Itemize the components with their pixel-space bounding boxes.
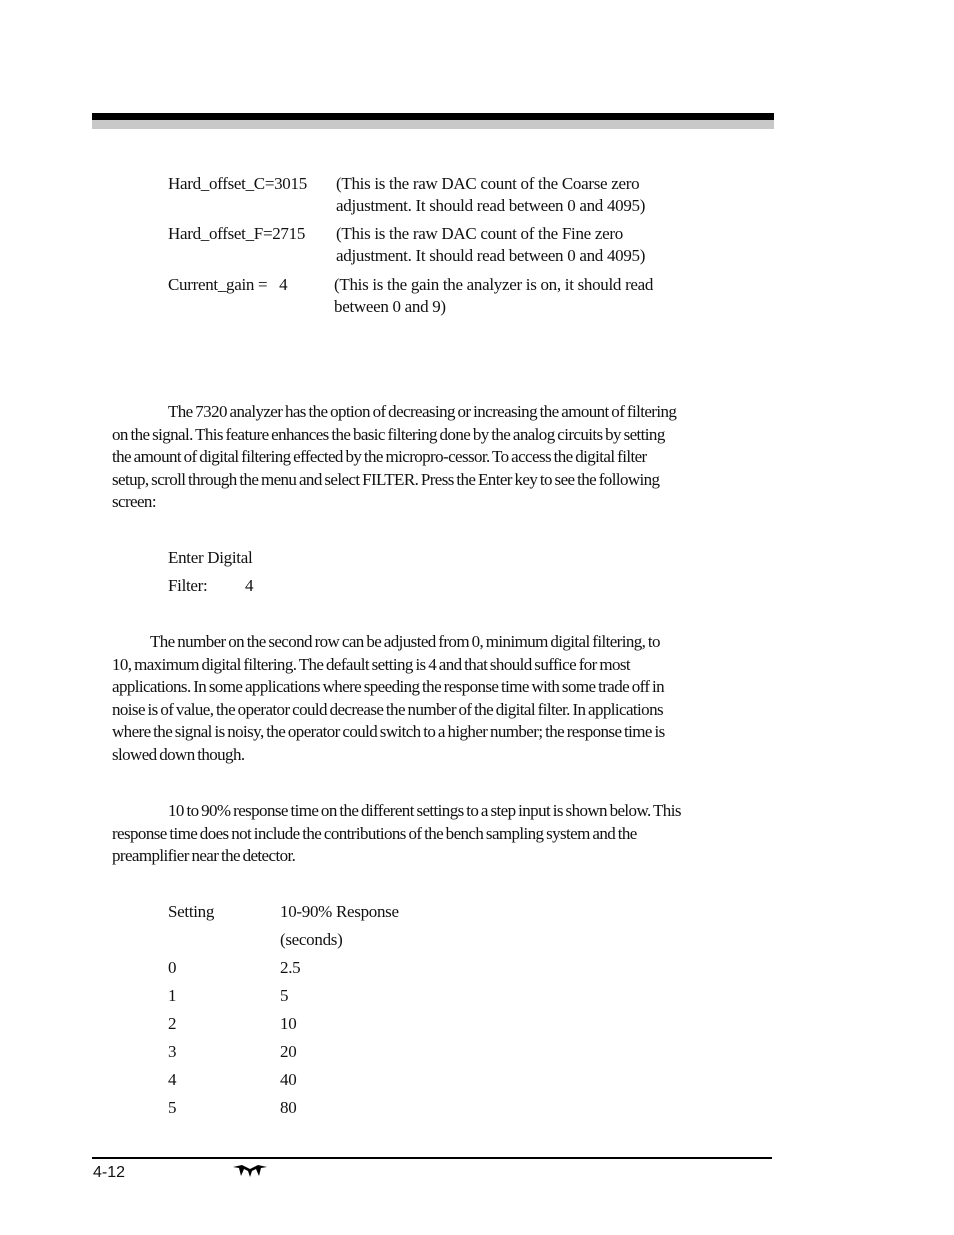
table-response-cell: 80 <box>280 1098 297 1117</box>
screen-line-2 <box>168 575 254 597</box>
table-header-response: 10-90% Response <box>280 902 399 921</box>
header-rule-shadow <box>92 120 774 129</box>
table-setting-cell: 2 <box>168 1014 177 1033</box>
gain-description: (This is the gain the analyzer is on, it should read between 0 and 9) <box>334 275 654 316</box>
footer-rule <box>92 1157 772 1159</box>
filter-label: Filter: <box>168 576 208 595</box>
table-response-cell: 20 <box>280 1042 297 1061</box>
teledyne-logo-icon <box>232 1164 268 1178</box>
filter-range-paragraph: The number on the second row can be adjusted from 0, minimum digital filtering, to 10, maximum digital filtering. The default setting is 4 and that should suffice for most applications. In some applications where speeding the response time with some trade off in noise is of value, the operator could decrease the number of the digital filter. In applications where the signal is noisy, the operator could switch to a higher number; the response time is slowed down though. <box>112 632 665 764</box>
page-number: 4-12 <box>93 1164 126 1181</box>
header-rule <box>92 113 774 120</box>
table-setting-cell: 0 <box>168 958 177 977</box>
offset-key: Hard_offset_F=2715 <box>168 224 306 243</box>
table-setting-cell: 5 <box>168 1098 177 1117</box>
table-header-setting: Setting <box>168 902 215 921</box>
table-response-cell: 10 <box>280 1014 297 1033</box>
filter-intro-paragraph: The 7320 analyzer has the option of decreasing or increasing the amount of filtering on the signal. This feature enhances the basic filtering done by the analog circuits by setting the amount of digital filtering effected by the micropro-cessor. To access the digital filter setup, scroll through the menu and select FILTER. Press the Enter key to see the following screen: <box>112 402 677 511</box>
gain-key: Current_gain = 4 <box>168 275 288 294</box>
table-setting-cell: 3 <box>168 1042 177 1061</box>
filter-value: 4 <box>245 576 254 595</box>
offset-key: Hard_offset_C=3015 <box>168 174 307 193</box>
screen-line-1: Enter Digital <box>168 548 253 567</box>
offset-description: (This is the raw DAC count of the Fine zero adjustment. It should read between 0 and 4095) <box>336 224 646 265</box>
table-header-units: (seconds) <box>280 930 343 949</box>
table-setting-cell: 4 <box>168 1070 177 1089</box>
offset-description: (This is the raw DAC count of the Coarse zero adjustment. It should read between 0 and 4095) <box>336 174 646 215</box>
table-response-cell: 2.5 <box>280 958 301 977</box>
response-time-paragraph: 10 to 90% response time on the different settings to a step input is shown below. This response time does not include the contributions of the bench sampling system and the preamplifier near the detector. <box>112 801 681 865</box>
table-response-cell: 40 <box>280 1070 297 1089</box>
table-response-cell: 5 <box>280 986 289 1005</box>
table-setting-cell: 1 <box>168 986 177 1005</box>
